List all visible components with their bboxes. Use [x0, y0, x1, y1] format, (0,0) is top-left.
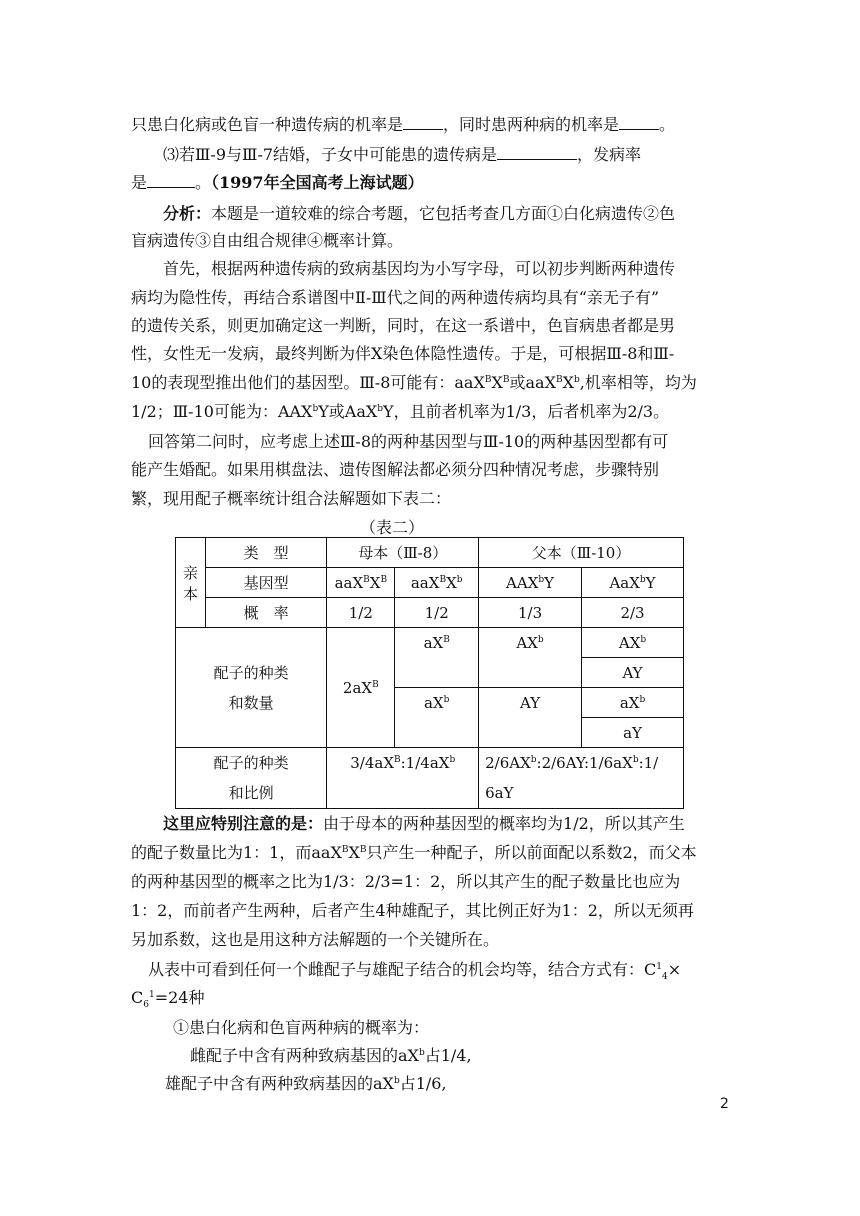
gamete-table — [175, 537, 684, 809]
answer-blank — [403, 113, 443, 130]
question-line-3: 是 。（1997年全国高考上海试题） — [131, 173, 424, 192]
answer-blank — [619, 113, 659, 130]
gamete-cell: $aX^B$ — [395, 628, 479, 688]
mother-header: 母本（Ⅲ-8） — [327, 538, 479, 568]
gamete-cell: aY — [582, 718, 684, 748]
gamete-cell: AY — [479, 688, 582, 748]
item1-female: 雌配子中含有两种致病基因的$aX^b$占1/4, — [190, 1046, 472, 1065]
genotype-label: 基因型 — [205, 568, 326, 598]
second-line-3: 繁，现用配子概率统计组合法解题如下表二： — [131, 489, 452, 508]
gamete-cell: $aX^b$ — [395, 688, 479, 748]
first-line-5: 10的表现型推出他们的基因型。Ⅲ-8可能有：$aaX^BX^B$或$aaX^BX^b$,机率相等，均为 — [131, 373, 697, 392]
analysis-line-1: 分析：本题是一道较难的综合考题，它包括考查几方面①白化病遗传②色 — [163, 204, 676, 223]
note-line-4: 1：2，而前者产生两种，后者产生4种雄配子，其比例正好为1：2，所以无须再 — [131, 901, 694, 920]
note-line-3: 的两种基因型的概率之比为1/3：2/3=1：2，所以其产生的配子数量比也应为 — [131, 872, 681, 891]
first-line-1: 首先，根据两种遗传病的致病基因均为小写字母，可以初步判断两种遗传 — [163, 259, 676, 278]
first-line-6: 1/2；Ⅲ-10可能为：AAX$^b$Y或AaX$^b$Y，且前者机率为1/3，后者机率为2/3。 — [131, 402, 670, 421]
item1-male: 雄配子中含有两种致病基因的$aX^b$占1/6, — [165, 1074, 447, 1093]
second-line-1: 回答第二问时，应考虑上述Ⅲ-8的两种基因型与Ⅲ-10的两种基因型都有可 — [148, 432, 669, 451]
gamete-cell: AY — [582, 658, 684, 688]
gamete-cell: $aX^b$ — [582, 688, 684, 718]
genotype-cell: $aaX^BX^b$ — [395, 568, 479, 598]
first-line-4: 性，女性无一发病，最终判断为伴X染色体隐性遗传。于是，可根据Ⅲ-8和Ⅲ- — [131, 344, 675, 363]
note-line-2: 的配子数量比为1：1，而$aaX^BX^B$只产生一种配子，所以前面配以系数2，而父本 — [131, 843, 697, 862]
parent-header: 亲 本 — [176, 538, 206, 628]
source-citation: （1997年全国高考上海试题） — [211, 173, 424, 192]
type-label: 类 型 — [205, 538, 326, 568]
note-line-5: 另加系数，这也是用这种方法解题的一个关键所在。 — [131, 930, 500, 949]
gamete-cell: $2aX^B$ — [327, 628, 395, 748]
gamete-ratio-label: 配子的种类 和比例 — [176, 748, 327, 809]
note-line-1: 这里应特别注意的是：由于母本的两种基因型的概率均为1/2，所以其产生 — [163, 814, 685, 833]
item1-title: ①患白化病和色盲两种病的概率为： — [173, 1018, 430, 1037]
first-line-3: 的遗传关系，则更加确定这一判断，同时，在这一系谱中，色盲病患者都是男 — [131, 316, 676, 335]
second-line-2: 能产生婚配。如果用棋盘法、遗传图解法都必须分四种情况考虑，步骤特别 — [131, 460, 660, 479]
probability-cell: 1/2 — [327, 598, 395, 628]
probability-cell: 2/3 — [582, 598, 684, 628]
genotype-cell: $aaX^BX^B$ — [327, 568, 395, 598]
combo-line-2: $C_6^1=24$种 — [131, 988, 205, 1011]
analysis-line-2: 盲病遗传③自由组合规律④概率计算。 — [131, 231, 404, 250]
answer-blank — [147, 171, 195, 188]
father-ratio-cell: $2/6AX^b:2/6AY:1/6aX^b:1/$ 6aY — [479, 748, 684, 809]
gamete-cell: $AX^b$ — [582, 628, 684, 658]
father-header: 父本（Ⅲ-10） — [479, 538, 684, 568]
genotype-cell: AaX$^b$Y — [582, 568, 684, 598]
probability-cell: 1/2 — [395, 598, 479, 628]
gamete-kind-label: 配子的种类 和数量 — [176, 628, 327, 748]
page-number: 2 — [720, 1096, 729, 1112]
answer-blank — [497, 143, 577, 160]
probability-cell: 1/3 — [479, 598, 582, 628]
question-line-2: ⑶若Ⅲ-9与Ⅲ-7结婚，子女中可能患的遗传病是 ，发病率 — [163, 145, 642, 164]
gamete-cell: $AX^b$ — [479, 628, 582, 688]
first-line-2: 病均为隐性传，再结合系谱图中Ⅱ-Ⅲ代之间的两种遗传病均具有“亲无子有” — [131, 288, 660, 307]
mother-ratio-cell: $3/4aX^B:1/4aX^b$ — [327, 748, 479, 809]
table-caption: （表二） — [360, 518, 425, 537]
combo-line-1: 从表中可看到任何一个雌配子与雄配子结合的机会均等，结合方式有：$C^1_4\times$ — [148, 960, 682, 983]
question-line-1: 只患白化病或色盲一种遗传病的机率是 ，同时患两种病的机率是 。 — [131, 115, 676, 134]
probability-label: 概 率 — [205, 598, 326, 628]
genotype-cell: AAX$^b$Y — [479, 568, 582, 598]
